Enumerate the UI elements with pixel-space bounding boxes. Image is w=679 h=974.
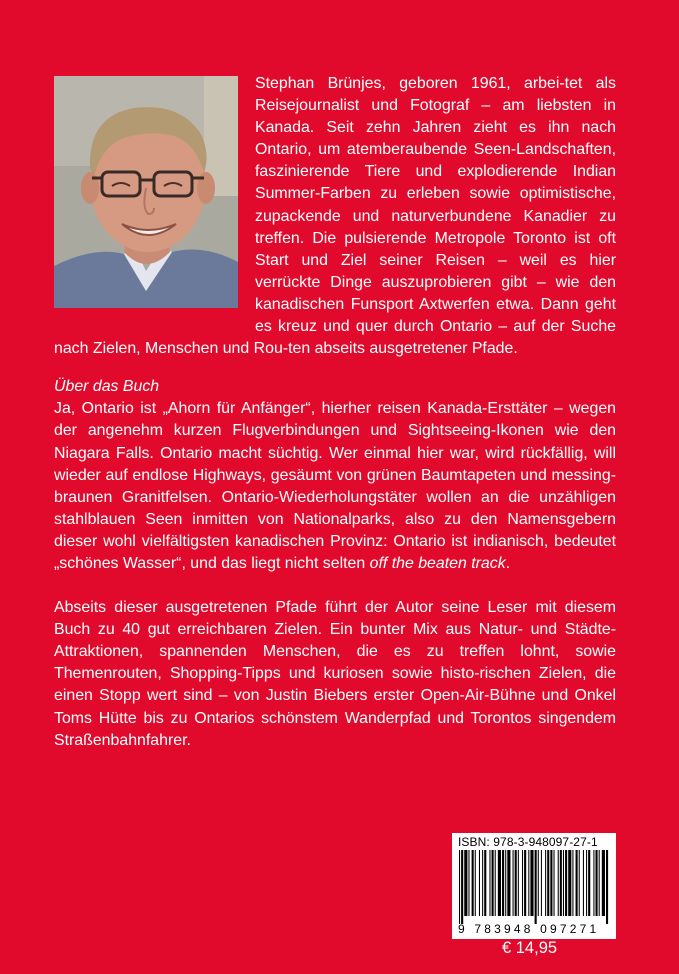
barcode-bar (522, 850, 523, 916)
barcode-bar (515, 850, 517, 916)
barcode-bar (505, 850, 506, 916)
barcode-bar (560, 850, 562, 916)
barcode-bar (593, 850, 594, 916)
barcode-bar (472, 850, 474, 916)
barcode-bar (583, 850, 584, 916)
barcode-bar (475, 850, 476, 916)
barcode-bar (461, 850, 463, 924)
barcode-bar (547, 850, 549, 916)
paragraph-gap (54, 575, 616, 597)
barcode-bar (528, 850, 529, 916)
barcode-bar (576, 850, 578, 916)
barcode-bar (558, 850, 559, 916)
barcode-bar (568, 850, 571, 916)
about-paragraph-1 (54, 398, 616, 575)
barcode-bar (554, 850, 555, 916)
about-paragraph-1-end: . (505, 554, 511, 572)
barcode-bar (596, 850, 598, 916)
barcode-bar (572, 850, 573, 916)
barcode-bar (538, 850, 539, 916)
barcode-bar (507, 850, 510, 916)
barcode-bar (535, 850, 537, 924)
about-heading: Über das Buch (54, 378, 160, 396)
barcode-bar (602, 850, 605, 916)
barcode-bar (498, 850, 501, 916)
barcode-bar (586, 850, 587, 916)
about-paragraph-1-italic: off the beaten track (369, 554, 506, 572)
barcode-bar (482, 850, 483, 916)
about-paragraph-1-main: Ja, Ontario ist „Ahorn für Anfänger“, hierher reisen Kanada-Ersttäter – wegen der angenehm kurzen Flugverbindungen und Sightseeing-Ikonen wie den Niagara Falls. Ontario macht süchtig. Wer einmal hier war, wird rückfällig, will wieder auf endlose Highways, gesäumt von grünen Baumtapeten und messing-braunen Granitfelsen. Ontario-Wiederholungstäter wollen an die unzähligen stahlblauen Seen inmitten von Nationalparks, also zu den Namensgebern dieser wohl vielfältigsten kanadischen Provinz: Ontario ist indianisch, bedeutet „schönes Wasser“, und das liegt nicht selten (54, 400, 616, 572)
barcode-bar (545, 850, 546, 916)
barcode-bar (459, 850, 460, 924)
barcode-bar (530, 850, 533, 916)
barcode-bar (479, 850, 480, 916)
barcode-digits: 9 783948 097271 (458, 922, 600, 936)
barcode-bar (513, 850, 514, 916)
isbn-label: ISBN: 978-3-948097-27-1 (458, 835, 598, 849)
barcode-bar (606, 850, 608, 924)
barcode-bar (599, 850, 600, 916)
photo-spacer (54, 73, 255, 317)
barcode-bar (550, 850, 552, 916)
barcode-bar (524, 850, 526, 916)
barcode-bar (484, 850, 486, 916)
barcode-bar (492, 850, 494, 916)
barcode-bar (495, 850, 496, 916)
barcode-bar (489, 850, 490, 916)
barcode-bar (563, 850, 564, 916)
about-paragraph-2: Abseits dieser ausgetretenen Pfade führt der Autor seine Leser mit diesem Buch zu 40 gut erreichbaren Zielen. Ein bunter Mix aus Natur- und Städte-Attraktionen, spannenden Menschen, die es zu treffen lohnt, sowie Themenrouten, Shopping-Tipps und kuriosen sowie histo-rischen Zielen, die einen Stopp wert sind – von Justin Biebers erster Open-Air-Bühne und Onkel Toms Hütte bis zu Ontarios schönstem Wanderpfad und Torontos singendem Straßenbahnfahrer. (54, 599, 616, 749)
price: € 14,95 (502, 939, 558, 957)
barcode-bar (518, 850, 519, 916)
barcode-bar (468, 850, 469, 916)
cover-text (54, 73, 616, 752)
barcode-bar (588, 850, 590, 916)
barcode-bar (464, 850, 467, 916)
author-bio-text: Stephan Brünjes, geboren 1961, arbei-tet als Reisejournalist und Fotograf – am liebsten in Kanada. Seit zehn Jahren zieht es ihn nach Ontario, um atemberaubende Seen-Landschaften, faszinierende Tiere und explodierende Indian Summer-Farben zu erleben sowie optimistische, zupackende und naturverbundene Kanadier zu treffen. Die pulsierende Metropole Toronto ist oft Start und Ziel seiner Reisen – weil es hier verrückte Dinge auszuprobieren gibt – wie den kanadischen Funsport Axtwerfen etwa. Dann geht es kreuz und quer durch Ontario – auf der Suche nach Zielen, Menschen und Rou-ten abseits ausgetretener Pfade. (54, 75, 616, 358)
isbn-barcode-box (452, 833, 616, 939)
barcode-bar (565, 850, 567, 916)
barcode-bar (502, 850, 504, 916)
barcode-icon (457, 850, 611, 924)
barcode-bar (541, 850, 542, 916)
barcode-bar (579, 850, 580, 916)
